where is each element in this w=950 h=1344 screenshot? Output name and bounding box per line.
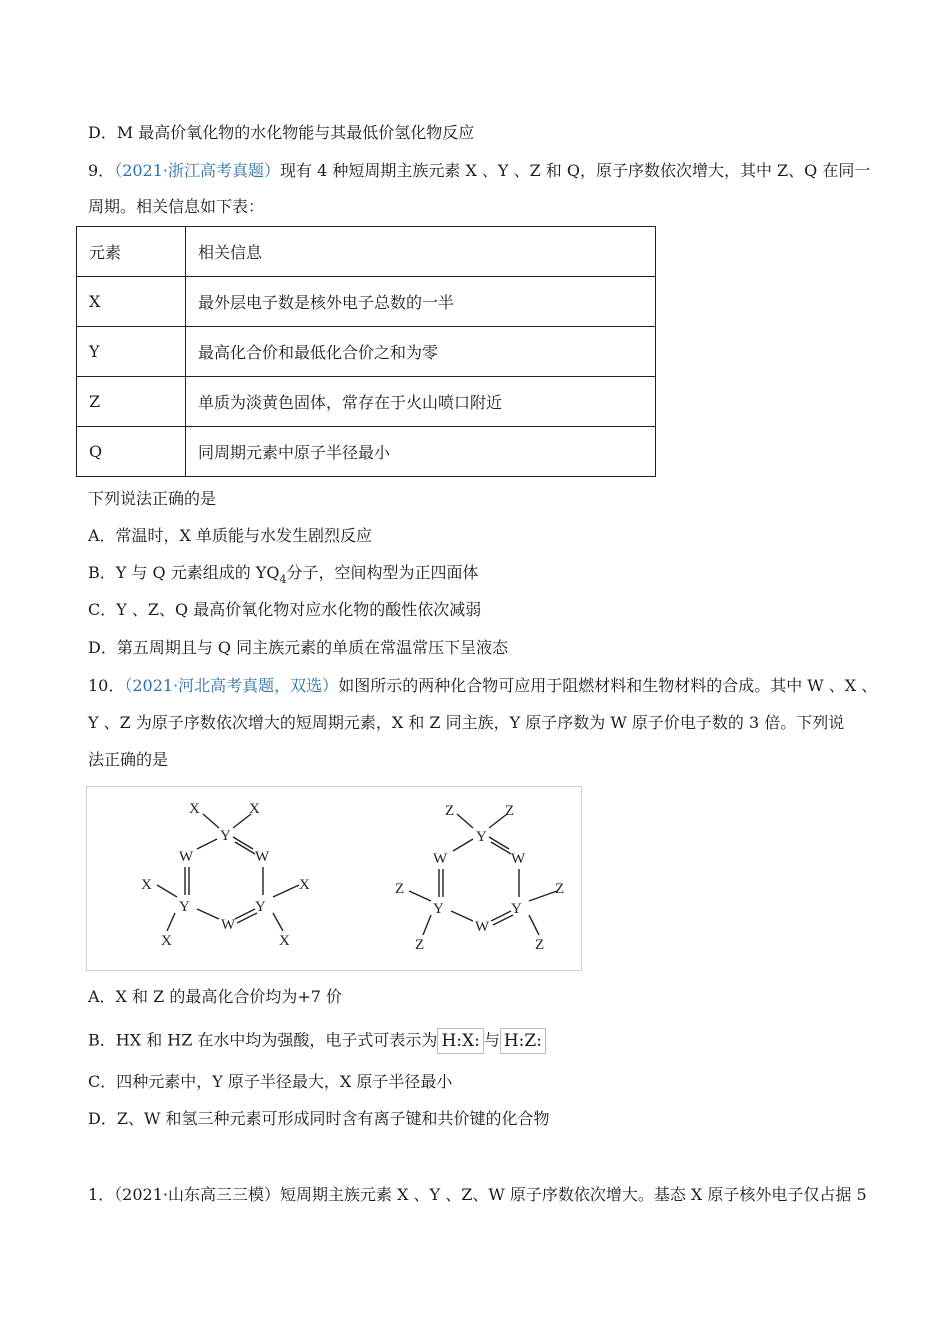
atom-y: Y [179, 899, 190, 915]
electron-formula-hz: H:Z: [500, 1028, 546, 1054]
table-cell-element: Y [77, 327, 186, 377]
table-row [77, 277, 656, 327]
q9-source: （2021·浙江高考真题） [114, 161, 280, 180]
q10-option-b-text: B．HX 和 HZ 在水中均为强酸，电子式可表示为 [88, 1030, 438, 1050]
atom-w: W [511, 851, 526, 867]
atom-y: Y [255, 899, 266, 915]
table-row [77, 377, 656, 427]
atom-x: X [189, 801, 200, 817]
electron-formula-hx: H:X: [437, 1028, 483, 1054]
atom-z: Z [555, 881, 565, 897]
q9-question: 下列说法正确的是 [88, 489, 217, 508]
atom-z: Z [395, 881, 405, 897]
atom-y: Y [511, 901, 522, 917]
q10-number: 10． [88, 676, 125, 695]
table-cell-info: 单质为淡黄色固体，常存在于火山喷口附近 [186, 377, 656, 427]
atom-y: Y [433, 901, 444, 917]
q9-option-b-tail: 分子，空间构型为正四面体 [286, 563, 479, 582]
q9-option-b [88, 562, 478, 586]
table-header-row [77, 227, 656, 277]
atom-y: Y [220, 828, 231, 844]
table-cell-info: 最外层电子数是核外电子总数的一半 [186, 277, 656, 327]
table-header-info: 相关信息 [186, 227, 656, 277]
atom-w: W [255, 849, 270, 865]
atom-z: Z [445, 803, 455, 819]
structure-diagram [87, 787, 581, 970]
structure-left-atoms [141, 801, 310, 949]
atom-w: W [475, 919, 490, 935]
structure-figure [86, 786, 582, 971]
q10-option-c: C．四种元素中，Y 原子半径最大，X 原子半径最小 [88, 1072, 453, 1091]
table-cell-info: 最高化合价和最低化合价之和为零 [186, 327, 656, 377]
q9-stem-line1 [88, 160, 870, 182]
q9-option-c: C．Y 、Z、Q 最高价氧化物对应水化物的酸性依次减弱 [88, 600, 482, 619]
table-cell-element: X [77, 277, 186, 327]
atom-z: Z [415, 937, 425, 953]
q10-stem-line1 [88, 675, 877, 697]
q9-number: 9． [88, 161, 115, 180]
q9-option-d: D．第五周期且与 Q 同主族元素的单质在常温常压下呈液态 [88, 638, 509, 657]
atom-x: X [279, 933, 290, 949]
atom-x: X [299, 877, 310, 893]
q10-stem-line2: Y 、Z 为原子序数依次增大的短周期元素，X 和 Z 同主族，Y 原子序数为 W 原子价电子数的 3 倍。下列说 [88, 713, 845, 732]
table-row [77, 427, 656, 477]
atom-w: W [221, 917, 236, 933]
q9-option-a: A．常温时，X 单质能与水发生剧烈反应 [88, 526, 373, 545]
q10-option-a: A．X 和 Z 的最高化合价均为+7 价 [88, 987, 342, 1006]
element-info-table [76, 226, 656, 477]
atom-x: X [249, 801, 260, 817]
table-header-element: 元素 [77, 227, 186, 277]
next-question-stem: 1．（2021·山东高三三模）短周期主族元素 X 、Y 、Z、W 原子序数依次增大。基态 X 原子核外电子仅占据 5 [88, 1185, 867, 1204]
table-cell-element: Q [77, 427, 186, 477]
atom-x: X [161, 933, 172, 949]
atom-z: Z [505, 803, 515, 819]
q9-option-b-text: B．Y 与 Q 元素组成的 YQ [88, 563, 280, 582]
atom-x: X [141, 877, 152, 893]
q10-option-b-connector: 与 [483, 1030, 500, 1050]
atom-w: W [433, 851, 448, 867]
structure-right-atoms [395, 803, 564, 953]
q9-option-b-subscript: 4 [279, 573, 287, 586]
atom-z: Z [535, 937, 545, 953]
atom-w: W [179, 849, 194, 865]
table-cell-info: 同周期元素中原子半径最小 [186, 427, 656, 477]
atom-y: Y [476, 829, 487, 845]
q10-option-b [88, 1028, 546, 1054]
q8-option-d: D．M 最高价氧化物的水化物能与其最低价氢化物反应 [88, 123, 475, 142]
q9-stem-text: 现有 4 种短周期主族元素 X 、Y 、Z 和 Q，原子序数依次增大，其中 Z、Q 在同一 [280, 161, 871, 180]
q10-option-d: D．Z、W 和氢三种元素可形成同时含有离子键和共价键的化合物 [88, 1109, 550, 1128]
table-cell-element: Z [77, 377, 186, 427]
table-row [77, 327, 656, 377]
q10-stem-line3: 法正确的是 [88, 750, 169, 769]
q9-stem-line2: 周期。相关信息如下表： [88, 197, 265, 216]
q10-stem-text: 如图所示的两种化合物可应用于阻燃材料和生物材料的合成。其中 W 、X 、 [338, 676, 878, 695]
q10-source: （2021·河北高考真题，双选） [124, 676, 339, 695]
